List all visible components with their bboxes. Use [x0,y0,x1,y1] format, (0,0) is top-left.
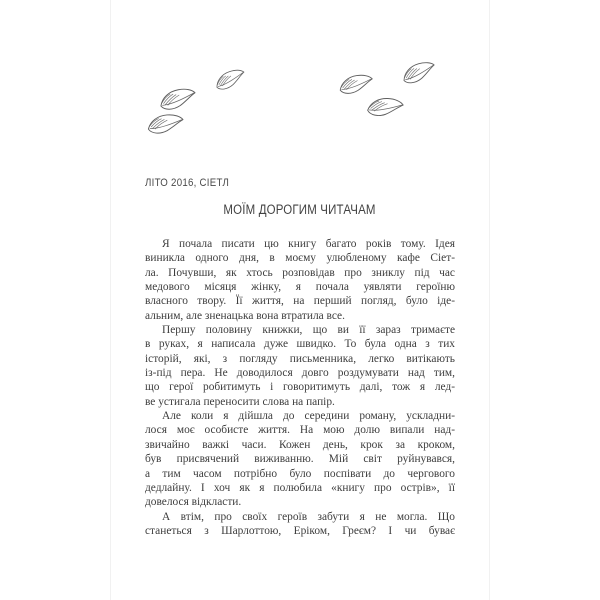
text-line: альним, але зненацька вона втратила все. [145,309,345,322]
body-text [145,237,455,538]
leaf-icon [367,97,403,116]
chapter-location-header [145,177,455,189]
text-line: із-під пера. Не доводилося довго роздумувати над тим, [145,367,455,380]
page-content [145,177,455,538]
text-line: в руках, я написала дуже швидко. То була одна з тих [145,338,455,351]
text-line: ве устигала переносити слова на папір. [145,395,335,408]
paragraph [145,409,455,509]
chapter-location-text: ЛІТО 2016, СІЕТЛ [145,177,230,189]
text-line: Першу половину книжки, що ви її зараз тримаєте [162,324,455,337]
text-line: Але коли я дійшла до середини роману, ускладни- [162,410,455,423]
paragraph [145,237,455,323]
text-line: що герої робитимуть і говоритимуть далі, тож я лед- [145,381,455,394]
text-line: а тим часом потрібно було поспівати до чергового [145,467,455,480]
text-line: звичайно важкі часи. Кожен день, крок за кроком, [145,438,455,451]
text-line: медового місяця жінку, я почала уявляти героїню [145,281,455,294]
text-line: А втім, про своїх героїв забути я не могла. Що [162,510,455,523]
leaf-icon [214,67,248,91]
text-line: ла. Почувши, як хтось розповідав про зниклу під час [145,266,455,279]
leaf-icon [339,74,374,95]
paragraph [145,510,455,539]
paragraph [145,323,455,409]
chapter-title [145,203,455,217]
leaf-icon [401,60,438,85]
text-line: був присвячений виживанню. Мій світ руйнувався, [145,453,455,466]
text-line: виникла одного дня, в моєму улюбленому кафе Сіет- [145,252,455,265]
leaf-icon [148,114,184,134]
leaves-decoration [0,0,600,150]
chapter-title-text: МОЇМ ДОРОГИМ ЧИТАЧАМ [223,202,377,217]
text-line: лося моє особисте життя. На мою долю випали над- [145,424,455,437]
leaf-icon [159,87,197,111]
text-line: Я почала писати цю книгу багато років тому. Ідея [162,238,455,250]
text-line: станеться з Шарлоттою, Еріком, Греєм? І чи буває [145,524,455,537]
text-line: довелося відкласти. [145,496,242,509]
text-line: дедлайну. І хоч як я полюбила «книгу про острів», її [145,481,455,494]
text-line: власного твору. Її життя, на перший погляд, було іде- [145,295,455,308]
text-line: історій, які, з погляду письменника, легко витікають [145,352,455,365]
